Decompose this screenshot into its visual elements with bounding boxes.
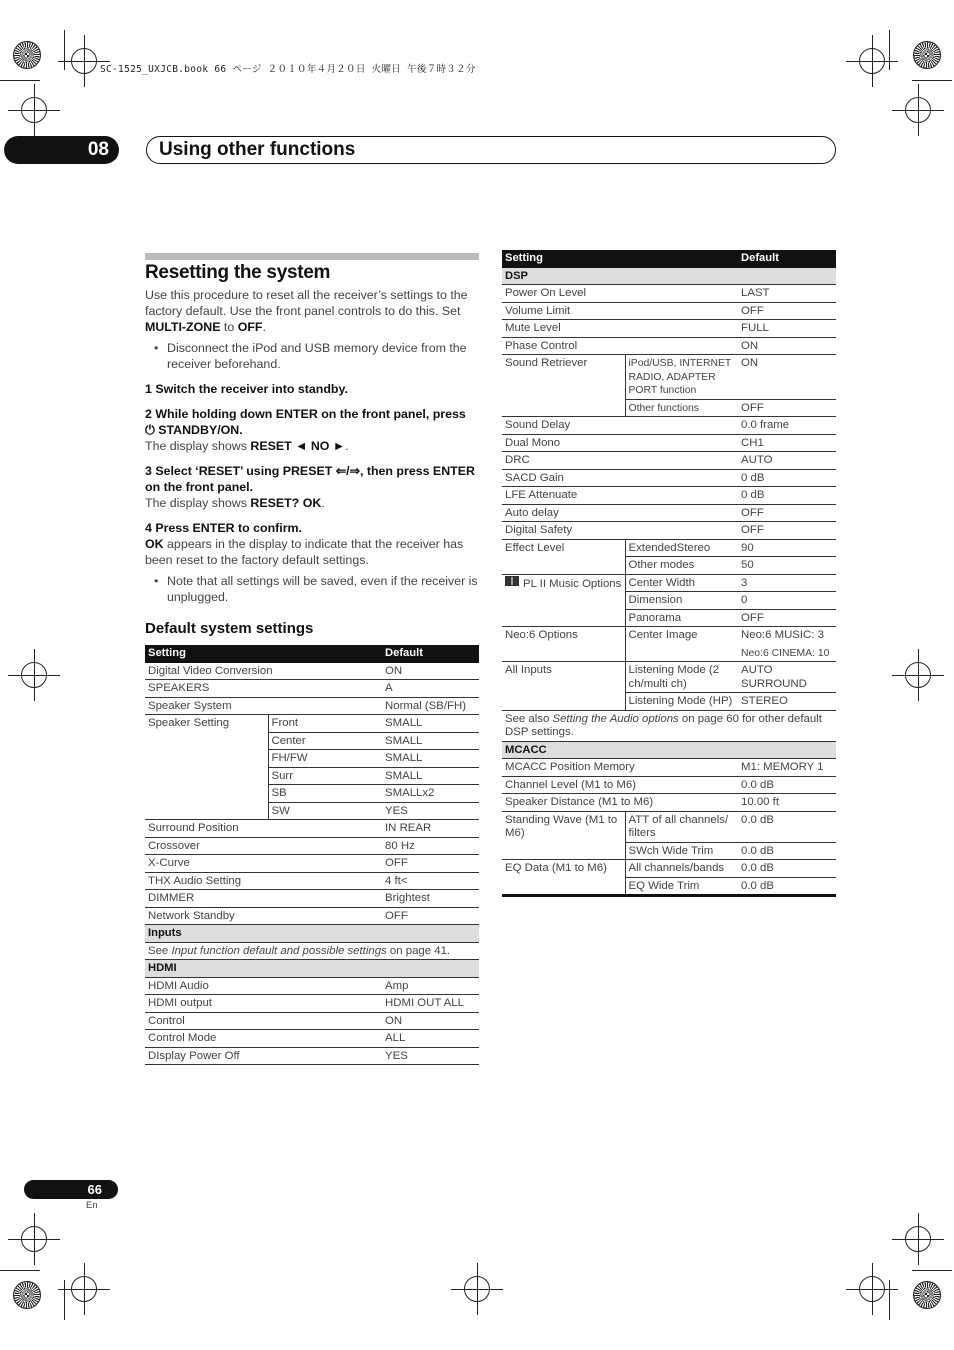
table-row: SB SMALLx2 (145, 785, 479, 803)
crop-line (912, 80, 952, 81)
table-row: Digital Video Conversion ON (145, 663, 479, 680)
page-number: 66 (24, 1180, 118, 1199)
table-row: Auto delay OFF (502, 504, 836, 522)
registration-mark (905, 662, 931, 688)
step-4-note: OK appears in the display to indicate that the receiver has been reset to the factory default settings. (145, 537, 464, 567)
table-row: Dual Mono CH1 (502, 434, 836, 452)
crop-line (64, 1280, 65, 1320)
default-settings-table-left (145, 645, 479, 1065)
table-row: Sound Retriever iPod/USB, INTERNET RADIO, ADAPTER PORT function ON (502, 355, 836, 400)
table-row: HDMI output HDMI OUT ALL (145, 995, 479, 1013)
table-row: Neo:6 Options Center Image Neo:6 MUSIC: 3 Neo:6 CINEMA: 10 (502, 627, 836, 662)
table-row: Power On Level LAST (502, 285, 836, 303)
table-row: SWch Wide Trim 0.0 dB (502, 842, 836, 860)
crop-line (889, 30, 890, 70)
table-row: Control Mode ALL (145, 1030, 479, 1048)
table-row: Dimension 0 (502, 592, 836, 610)
table-row: Listening Mode (HP) STEREO (502, 693, 836, 711)
bullet-disconnect: • Disconnect the iPod and USB memory device from the receiver beforehand. (145, 340, 479, 372)
table-row: Digital Safety OFF (502, 522, 836, 540)
table-row: PL II Music Options Center Width 3 (502, 574, 836, 592)
table-row: EQ Wide Trim 0.0 dB (502, 877, 836, 896)
print-header: SC-1525_UXJCB.book 66 ページ ２０１０年４月２０日 火曜日 午後７時３２分 (100, 64, 476, 75)
registration-sunburst-top-right (913, 41, 941, 69)
table-section-hdmi: HDMI (145, 960, 479, 978)
registration-sunburst-bottom-right (913, 1281, 941, 1309)
registration-mark (859, 48, 885, 74)
crop-line (912, 1270, 952, 1271)
registration-mark (464, 1276, 490, 1302)
table-row: All Inputs Listening Mode (2 ch/multi ch) AUTO SURROUND (502, 662, 836, 693)
table-row: DIMMER Brightest (145, 890, 479, 908)
bullet-note-saved: • Note that all settings will be saved, even if the receiver is unplugged. (145, 573, 479, 605)
table-row: Surround Position IN REAR (145, 820, 479, 838)
step-3: 3 Select ‘RESET’ using PRESET ⇐/⇒, then press ENTER on the front panel. (145, 464, 475, 494)
table-row: Speaker Distance (M1 to M6) 10.00 ft (502, 794, 836, 812)
step-3-note: The display shows RESET? OK. (145, 496, 325, 510)
crop-line (64, 30, 65, 70)
table-row: Network Standby OFF (145, 907, 479, 925)
table-header: Setting Default (145, 645, 479, 663)
table-row: MCACC Position Memory M1: MEMORY 1 (502, 759, 836, 777)
table-row: EQ Data (M1 to M6) All channels/bands 0.0 dB (502, 860, 836, 878)
table-row: SW YES (145, 802, 479, 820)
default-settings-table-right (502, 250, 836, 897)
table-row: Channel Level (M1 to M6) 0.0 dB (502, 776, 836, 794)
table-row: Effect Level ExtendedStereo 90 (502, 539, 836, 557)
table-row: X-Curve OFF (145, 855, 479, 873)
defaults-heading: Default system settings (145, 620, 314, 637)
registration-mark (21, 97, 47, 123)
table-row: DIsplay Power Off YES (145, 1047, 479, 1065)
table-row: FH/FW SMALL (145, 750, 479, 768)
table-row: Mute Level FULL (502, 320, 836, 338)
table-row: Control ON (145, 1012, 479, 1030)
registration-mark (905, 97, 931, 123)
table-row: Phase Control ON (502, 337, 836, 355)
table-row: Surr SMALL (145, 767, 479, 785)
table-row: LFE Attenuate 0 dB (502, 487, 836, 505)
table-row: Crossover 80 Hz (145, 837, 479, 855)
registration-sunburst-bottom-left (13, 1281, 41, 1309)
table-row: DRC AUTO (502, 452, 836, 470)
registration-mark (71, 1276, 97, 1302)
step-1: 1 Switch the receiver into standby. (145, 382, 348, 396)
table-section-dsp: DSP (502, 268, 836, 285)
section-title: Resetting the system (145, 262, 331, 283)
table-row: Other modes 50 (502, 557, 836, 575)
registration-mark (905, 1226, 931, 1252)
table-section-inputs: Inputs (145, 925, 479, 943)
table-row: Other functions OFF (502, 399, 836, 417)
dolby-icon (505, 576, 519, 586)
language-code: En (86, 1200, 98, 1211)
step-2-note: The display shows RESET ◄ NO ►. (145, 439, 349, 453)
table-row: Center SMALL (145, 732, 479, 750)
section-rule (145, 253, 479, 260)
intro-paragraph: Use this procedure to reset all the receiver’s settings to the factory default. Use the front panel controls to do this. Set MULTI-ZONE to OFF. (145, 288, 468, 334)
crop-line (0, 80, 40, 81)
left-column-text (145, 287, 479, 605)
table-row: THX Audio Setting 4 ft< (145, 872, 479, 890)
registration-mark (71, 48, 97, 74)
table-row: Standing Wave (M1 to M6) ATT of all channels/ filters 0.0 dB (502, 811, 836, 842)
table-row: See Input function default and possible settings on page 41. (145, 942, 479, 960)
crop-line (889, 1280, 890, 1320)
step-2: 2 While holding down ENTER on the front panel, press ⏻ STANDBY/ON. (145, 407, 466, 437)
registration-mark (21, 662, 47, 688)
step-4: 4 Press ENTER to confirm. (145, 521, 302, 535)
registration-sunburst-top-left (13, 41, 41, 69)
registration-mark (21, 1226, 47, 1252)
table-row: Panorama OFF (502, 609, 836, 627)
chapter-title: Using other functions (146, 136, 836, 164)
table-row: SPEAKERS A (145, 680, 479, 698)
table-row: Speaker Setting Front SMALL (145, 715, 479, 733)
table-row: SACD Gain 0 dB (502, 469, 836, 487)
registration-mark (859, 1276, 885, 1302)
crop-line (0, 1270, 40, 1271)
table-section-mcacc: MCACC (502, 741, 836, 759)
table-row: See also Setting the Audio options on page 60 for other default DSP settings. (502, 710, 836, 741)
table-row: Sound Delay 0.0 frame (502, 417, 836, 435)
table-header: Setting Default (502, 250, 836, 268)
table-row: Volume Limit OFF (502, 302, 836, 320)
table-row: Speaker System Normal (SB/FH) (145, 697, 479, 715)
chapter-number: 08 (4, 136, 119, 164)
table-row: HDMI Audio Amp (145, 977, 479, 995)
